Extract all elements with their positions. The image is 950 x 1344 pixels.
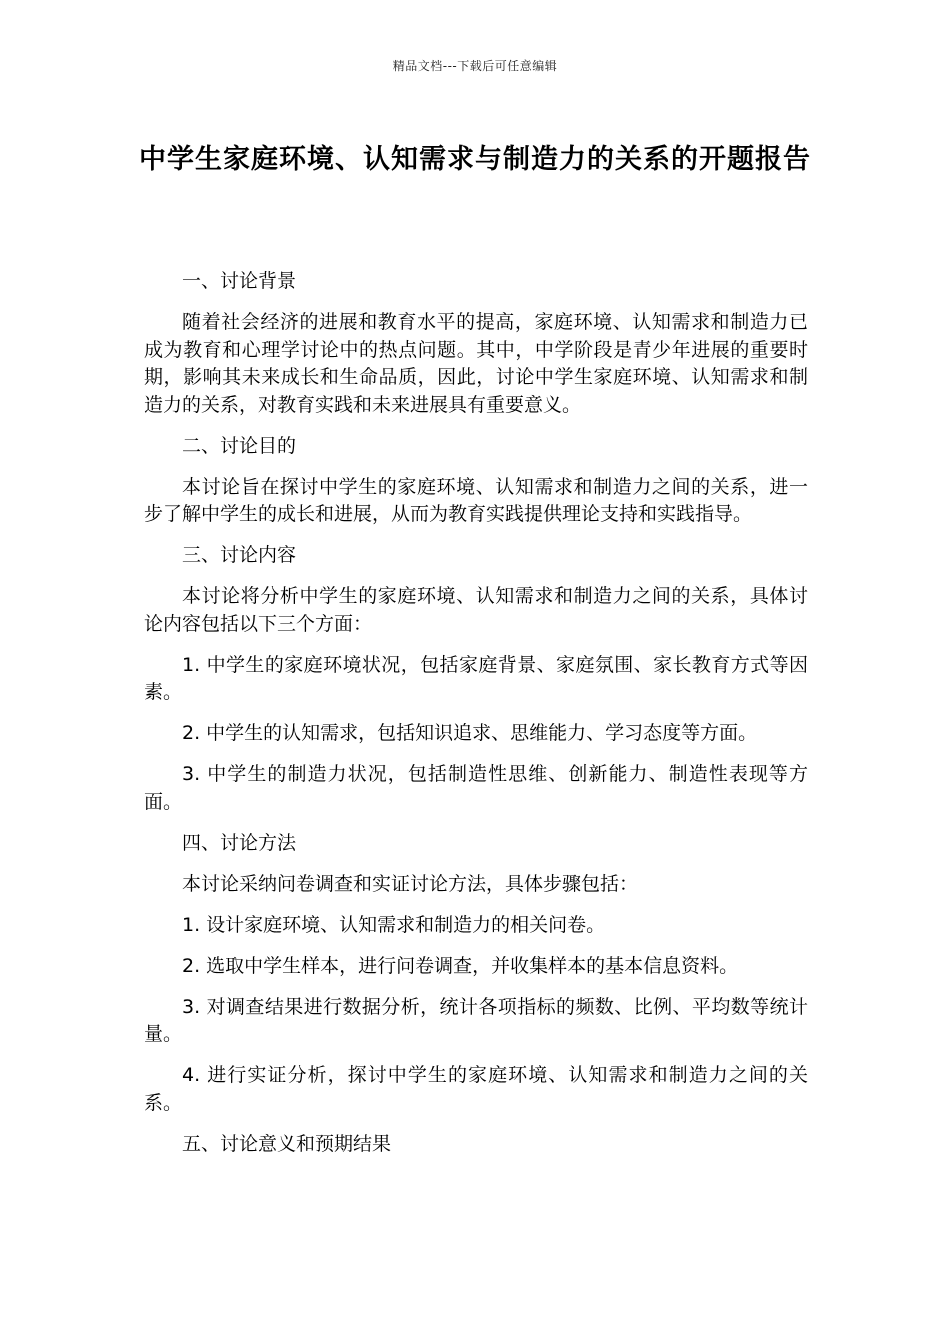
document-title: 中学生家庭环境、认知需求与制造力的关系的开题报告 <box>139 144 811 175</box>
list-item: 4. 进行实证分析，探讨中学生的家庭环境、认知需求和制造力之间的关系。 <box>144 1064 808 1114</box>
section-heading-significance: 五、讨论意义和预期结果 <box>182 1132 392 1155</box>
document-body <box>144 268 808 1172</box>
paragraph-purpose: 本讨论旨在探讨中学生的家庭环境、认知需求和制造力之间的关系，进一步了解中学生的成长和进展，从而为教育实践提供理论支持和实践指导。 <box>144 475 808 525</box>
section-heading-purpose: 二、讨论目的 <box>182 434 297 457</box>
paragraph-method-intro: 本讨论采纳问卷调查和实证讨论方法，具体步骤包括： <box>182 872 639 895</box>
list-item: 3. 对调查结果进行数据分析，统计各项指标的频数、比例、平均数等统计量。 <box>144 995 808 1045</box>
section-heading-background: 一、讨论背景 <box>182 270 297 292</box>
list-item: 1. 设计家庭环境、认知需求和制造力的相关问卷。 <box>182 913 606 936</box>
section-heading-content: 三、讨论内容 <box>182 544 297 566</box>
header-note: 精品文档---下载后可任意编辑 <box>392 59 558 73</box>
paragraph-content-intro: 本讨论将分析中学生的家庭环境、认知需求和制造力之间的关系，具体讨论内容包括以下三个方面： <box>144 585 808 635</box>
list-item: 3. 中学生的制造力状况，包括制造性思维、创新能力、制造性表现等方面。 <box>144 763 808 813</box>
list-item: 2. 中学生的认知需求，包括知识追求、思维能力、学习态度等方面。 <box>182 722 758 744</box>
section-heading-method: 四、讨论方法 <box>182 831 297 854</box>
paragraph-background: 随着社会经济的进展和教育水平的提高，家庭环境、认知需求和制造力已成为教育和心理学讨论中的热点问题。其中，中学阶段是青少年进展的重要时期，影响其未来成长和生命品质，因此，讨论中学生家庭环境、认知需求和制造力的关系，对教育实践和未来进展具有重要意义。 <box>144 311 808 416</box>
list-item: 1. 中学生的家庭环境状况，包括家庭背景、家庭氛围、家长教育方式等因素。 <box>144 653 808 703</box>
list-item: 2. 选取中学生样本，进行问卷调查，并收集样本的基本信息资料。 <box>182 954 739 977</box>
